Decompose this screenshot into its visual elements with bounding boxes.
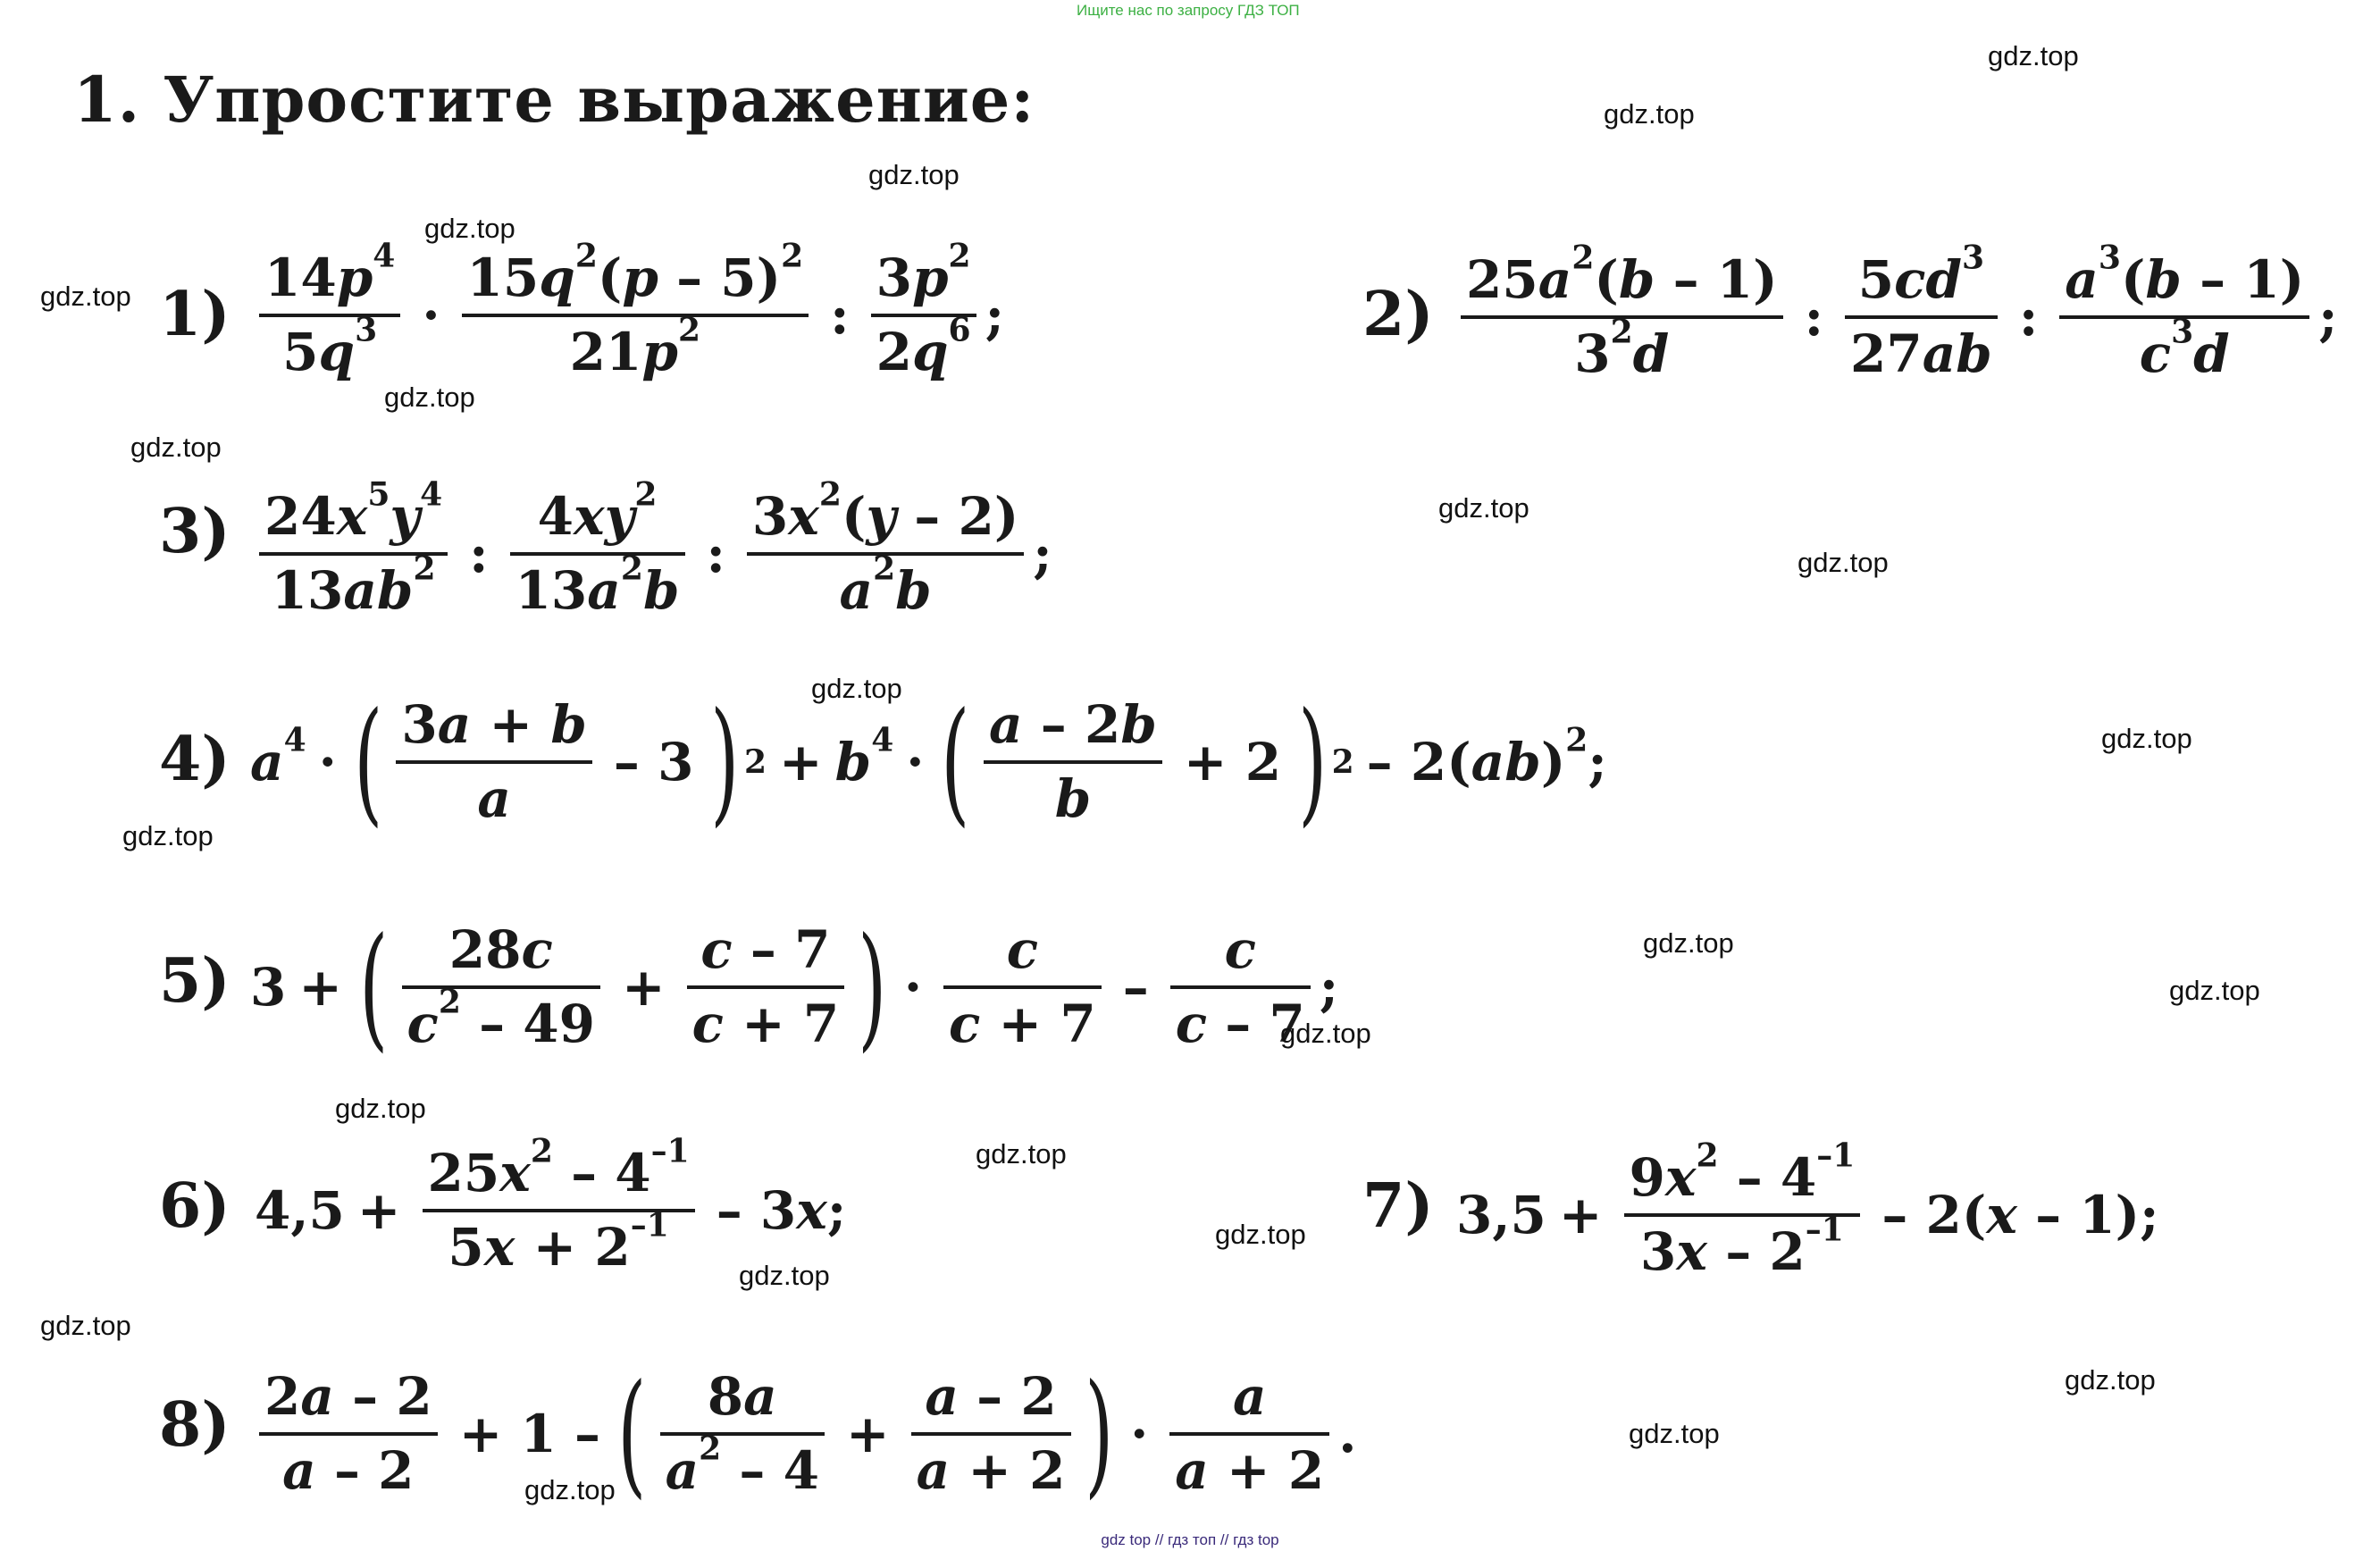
watermark: gdz.top — [1280, 1018, 1371, 1049]
footer-link-gdz-top-ru[interactable]: гдз топ — [1168, 1531, 1217, 1548]
watermark: gdz.top — [1988, 40, 2079, 71]
watermark: gdz.top — [130, 432, 222, 463]
watermark: gdz.top — [976, 1138, 1067, 1170]
watermark: gdz.top — [1604, 98, 1695, 130]
problem-number-7: 7) — [1362, 1170, 1434, 1242]
problem-number-8: 8) — [159, 1389, 230, 1461]
problem-number-3: 3) — [159, 496, 230, 567]
watermark: gdz.top — [811, 673, 902, 704]
top-banner: Ищите нас по запросу ГДЗ ТОП — [1077, 2, 1300, 19]
watermark: gdz.top — [1798, 547, 1889, 578]
watermark: gdz.top — [1215, 1219, 1306, 1250]
watermark: gdz.top — [424, 213, 515, 244]
watermark: gdz.top — [40, 281, 131, 312]
expression-3: $\frac{24x^5y^4}{13ab^2}$ : $\frac{4xy^2}{13a^2b}$ : $\frac{3x^2(y - 2)}{a^2b}$ ; — [250, 487, 1052, 620]
watermark: gdz.top — [739, 1260, 830, 1291]
problem-number-4: 4) — [159, 724, 230, 795]
watermark: gdz.top — [384, 381, 475, 413]
footer-separator: // — [1219, 1531, 1229, 1548]
watermark: gdz.top — [122, 820, 214, 851]
watermark: gdz.top — [2065, 1364, 2156, 1396]
footer-links — [0, 1531, 2380, 1549]
watermark: gdz.top — [335, 1093, 426, 1124]
footer-link-gdz-top[interactable]: gdz top — [1101, 1531, 1152, 1548]
expression-4: $a^4$ · ( $\frac{3a + b}{a}$ – 3 ) 2 + $b^4$ · ( $\frac{a - 2b}{b}$ + 2 ) 2 – 2(ab)$^2$; — [250, 684, 1607, 840]
expression-2: $\frac{25a^2(b - 1)}{3^2d}$ : $\frac{5cd^3}{27ab}$ : $\frac{a^3(b - 1)}{c^3d}$ ; — [1452, 250, 2338, 383]
expression-7: 3,5 + $\frac{9x^2 - 4^{-1}}{3x - 2^{-1}}$ – 2(x – 1); — [1456, 1136, 2159, 1282]
page-title: 1. Упростите выражение: — [73, 63, 1035, 137]
watermark: gdz.top — [524, 1474, 616, 1505]
watermark: gdz.top — [40, 1310, 131, 1341]
expression-5: 3 + ( $\frac{28c}{c^2 - 49}$ + $\frac{c - 7}{c + 7}$ ) · $\frac{c}{c + 7}$ – $\frac{c}{c - 7}$ ; — [250, 910, 1339, 1065]
watermark: gdz.top — [2169, 975, 2260, 1006]
watermark: gdz.top — [1643, 927, 1734, 959]
problem-number-5: 5) — [159, 945, 230, 1017]
watermark: gdz.top — [1629, 1418, 1720, 1449]
expression-6: 4,5 + $\frac{25x^2 - 4^{-1}}{5x + 2^{-1}}$ – 3x; — [255, 1132, 847, 1278]
watermark: gdz.top — [1438, 492, 1529, 524]
problem-number-2: 2) — [1362, 279, 1434, 350]
problem-number-1: 1) — [159, 279, 230, 350]
watermark: gdz.top — [868, 159, 960, 190]
footer-link-gdz-top-mixed[interactable]: гдз top — [1233, 1531, 1279, 1548]
footer-separator: // — [1154, 1531, 1164, 1548]
expression-1: $\frac{14p^4}{5q^3}$ · $\frac{15q^2(p - 5)^2}{21p^2}$ : $\frac{3p^2}{2q^6}$ ; — [250, 248, 1004, 381]
problem-number-6: 6) — [159, 1170, 230, 1242]
watermark: gdz.top — [2101, 723, 2192, 754]
expression-8: $\frac{2a - 2}{a - 2}$ + 1 – ( $\frac{8a}{a^2 - 4}$ + $\frac{a - 2}{a + 2}$ ) · $\frac{a}{a + 2}$ . — [250, 1367, 1356, 1501]
